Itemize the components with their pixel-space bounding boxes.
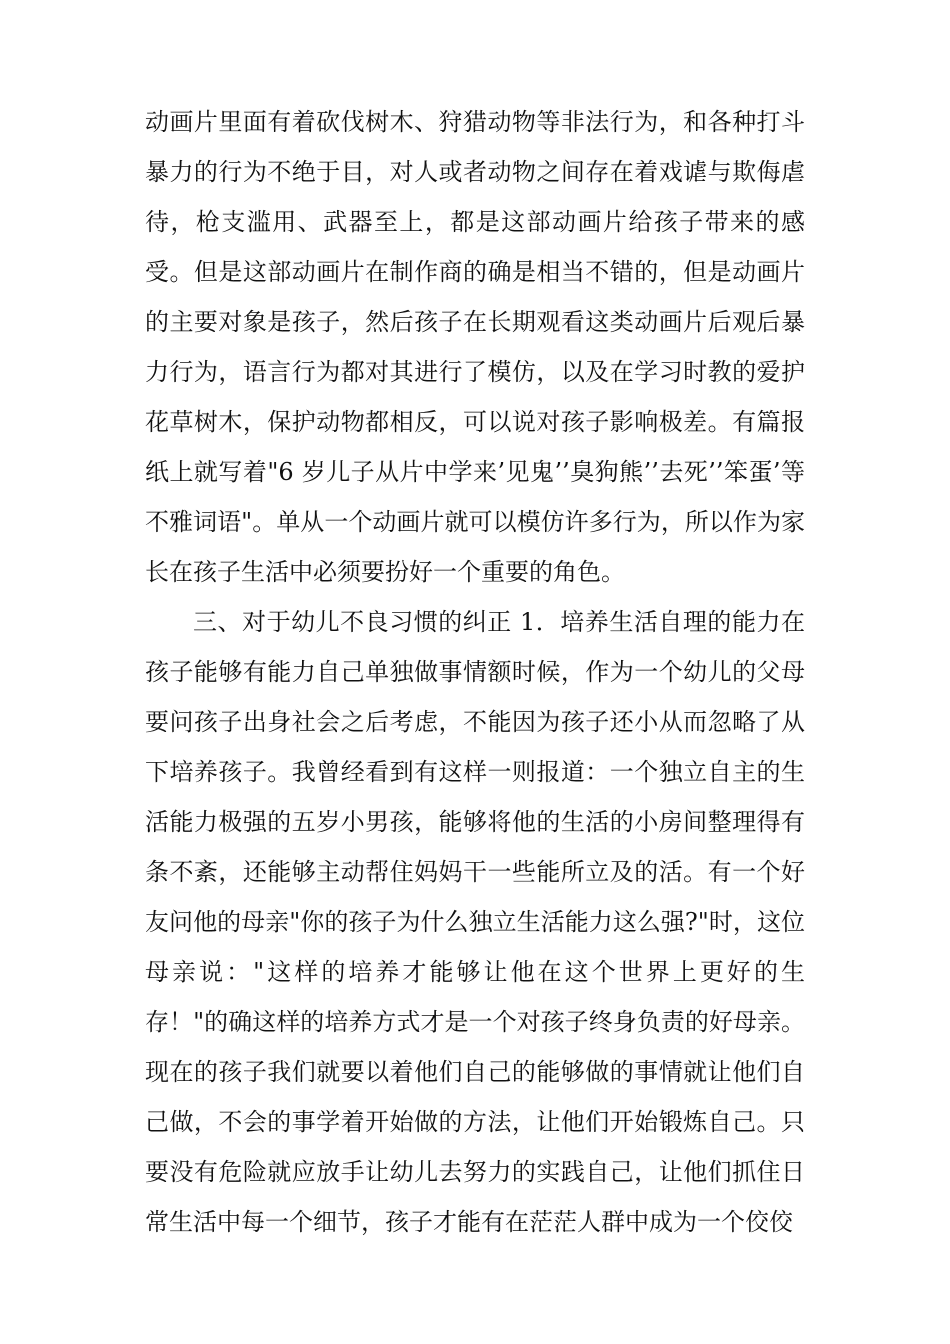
paragraph-cartoon-influence: 动画片里面有着砍伐树木、狩猎动物等非法行为，和各种打斗暴力的行为不绝于目，对人或者动物之间存在着戏谑与欺侮虐待，枪支滥用、武器至上，都是这部动画片给孩子带来的感受。但是这部动画片在制作商的确是相当不错的，但是动画片的主要对象是孩子，然后孩子在长期观看这类动画片后观后暴力行为，语言行为都对其进行了模仿，以及在学习时教的爱护花草树木，保护动物都相反，可以说对孩子影响极差。有篇报纸上就写着"6 岁儿子从片中学来’见鬼’’臭狗熊’’去死’’笨蛋’等不雅词语"。单从一个动画片就可以模仿许多行为，所以作为家长在孩子生活中必须要扮好一个重要的角色。 xyxy=(145,108,805,586)
document-body xyxy=(145,97,805,1247)
paragraph-correcting-habits: 三、对于幼儿不良习惯的纠正 1．培养生活自理的能力在孩子能够有能力自己单独做事情额时候，作为一个幼儿的父母要问孩子出身社会之后考虑，不能因为孩子还小从而忽略了从下培养孩子。我曾经看到有这样一则报道：一个独立自主的生活能力极强的五岁小男孩，能够将他的生活的小房间整理得有条不紊，还能够主动帮住妈妈干一些能所立及的活。有一个好友问他的母亲"你的孩子为什么独立生活能力这么强?"时，这位母亲说："这样的培养才能够让他在这个世界上更好的生存！"的确这样的培养方式才是一个对孩子终身负责的好母亲。现在的孩子我们就要以着他们自己的能够做的事情就让他们自己做，不会的事学着开始做的方法，让他们开始锻炼自己。只要没有危险就应放手让幼儿去努力的实践自己，让他们抓住日常生活中每一个细节，孩子才能有在茫茫人群中成为一个佼佼 xyxy=(145,608,805,1236)
